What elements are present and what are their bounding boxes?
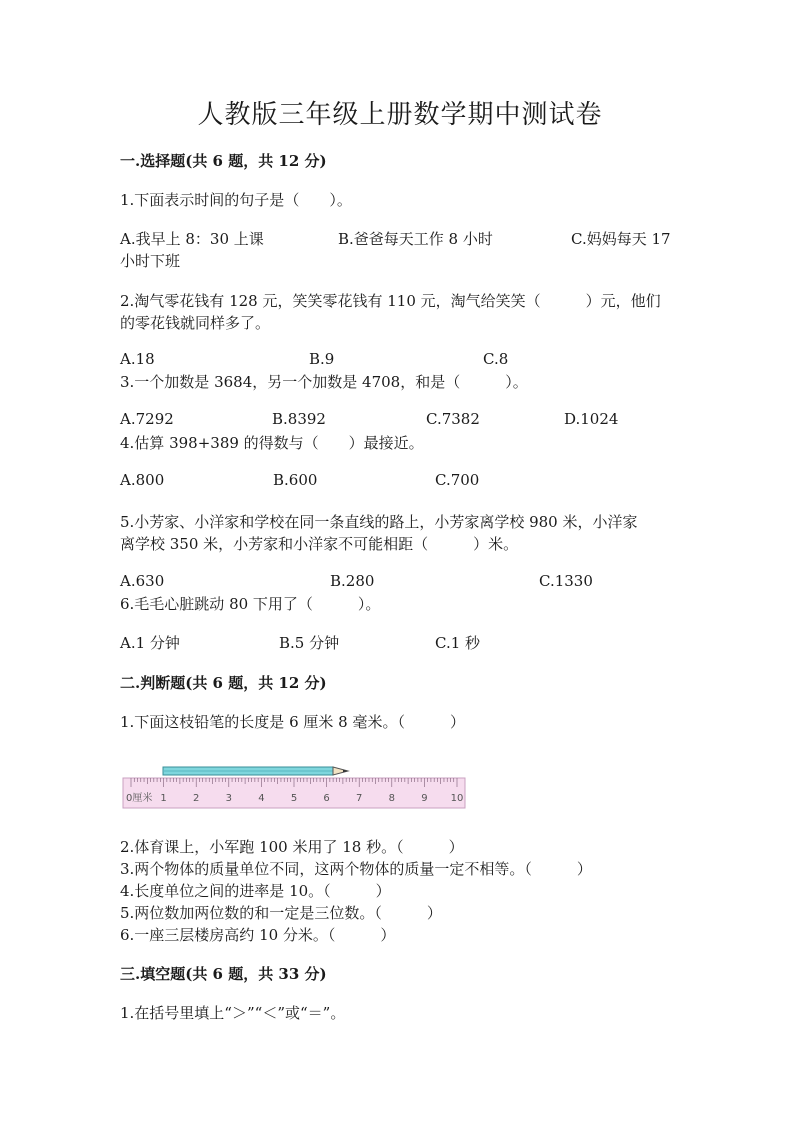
ruler-tick-label: 4 [258, 793, 265, 804]
question-3-1: 1.在括号里填上“＞”“＜”或“＝”。 [120, 1004, 346, 1022]
question-1-5-line2: 离学校 350 米，小芳家和小洋家不可能相距（ ）米。 [120, 535, 519, 553]
ruler-tick-label: 9 [421, 793, 428, 804]
option-c: C.1 秒 [435, 634, 481, 652]
option-d: D.1024 [564, 410, 619, 428]
option-c: C.700 [435, 471, 480, 489]
section-heading-judge: 二.判断题(共 6 题，共 12 分) [120, 674, 327, 692]
question-1-4: 4.估算 398+389 的得数与（ ）最接近。 [120, 434, 424, 452]
option-c: C.8 [483, 350, 509, 368]
question-2-3: 3.两个物体的质量单位不同，这两个物体的质量一定不相等。（ ） [120, 860, 592, 878]
ruler-tick-label: 1 [160, 793, 167, 804]
question-2-6: 6.一座三层楼房高约 10 分米。（ ） [120, 926, 396, 944]
option-b: B.9 [309, 350, 335, 368]
option-a: A.我早上 8：30 上课 [120, 230, 264, 248]
question-1-2-line2: 的零花钱就同样多了。 [120, 314, 271, 332]
section-heading-fill: 三.填空题(共 6 题，共 33 分) [120, 965, 327, 983]
ruler-tick-label: 7 [356, 793, 363, 804]
option-b: B.8392 [272, 410, 326, 428]
option-b: B.5 分钟 [279, 634, 340, 652]
ruler-pencil-image [120, 760, 468, 812]
question-2-1: 1.下面这枝铅笔的长度是 6 厘米 8 毫米。（ ） [120, 713, 465, 731]
ruler-tick-label: 5 [290, 793, 298, 804]
option-a: A.7292 [120, 410, 174, 428]
section-heading-choice: 一.选择题(共 6 题，共 12 分) [120, 152, 327, 170]
ruler-tick-label: 6 [323, 793, 330, 804]
ruler-tick-label: 3 [225, 793, 232, 804]
option-a: A.800 [120, 471, 165, 489]
option-a: A.18 [120, 350, 155, 368]
ruler-zero-label: 0厘米 [126, 793, 153, 804]
question-2-5: 5.两位数加两位数的和一定是三位数。（ ） [120, 904, 442, 922]
question-1-3: 3.一个加数是 3684，另一个加数是 4708，和是（ ）。 [120, 373, 528, 391]
question-1-6: 6.毛毛心脏跳动 80 下用了（ ）。 [120, 595, 381, 613]
option-a: A.1 分钟 [120, 634, 180, 652]
option-b: B.600 [273, 471, 318, 489]
question-2-2: 2.体育课上，小军跑 100 米用了 18 秒。（ ） [120, 838, 464, 856]
ruler-tick-label: 8 [388, 793, 395, 804]
question-1-1: 1.下面表示时间的句子是（ ）。 [120, 191, 352, 209]
question-1-5-line1: 5.小芳家、小洋家和学校在同一条直线的路上，小芳家离学校 980 米，小洋家 [120, 513, 638, 531]
option-c-continued: 小时下班 [120, 252, 181, 270]
pencil-image [163, 767, 348, 775]
option-a: A.630 [120, 572, 165, 590]
option-c: C.妈妈每天 17 [571, 230, 671, 248]
question-1-2-line1: 2.淘气零花钱有 128 元，笑笑零花钱有 110 元，淘气给笑笑（ ）元，他们 [120, 292, 661, 310]
ruler-tick-label: 10 [450, 793, 464, 804]
ruler-figure [120, 760, 468, 812]
question-2-4: 4.长度单位之间的进率是 10。（ ） [120, 882, 391, 900]
ruler-tick-label: 2 [193, 793, 200, 804]
option-c: C.7382 [426, 410, 480, 428]
option-b: B.280 [330, 572, 375, 590]
option-c: C.1330 [539, 572, 593, 590]
option-b: B.爸爸每天工作 8 小时 [338, 230, 493, 248]
page-title: 人教版三年级上册数学期中测试卷 [197, 100, 603, 130]
